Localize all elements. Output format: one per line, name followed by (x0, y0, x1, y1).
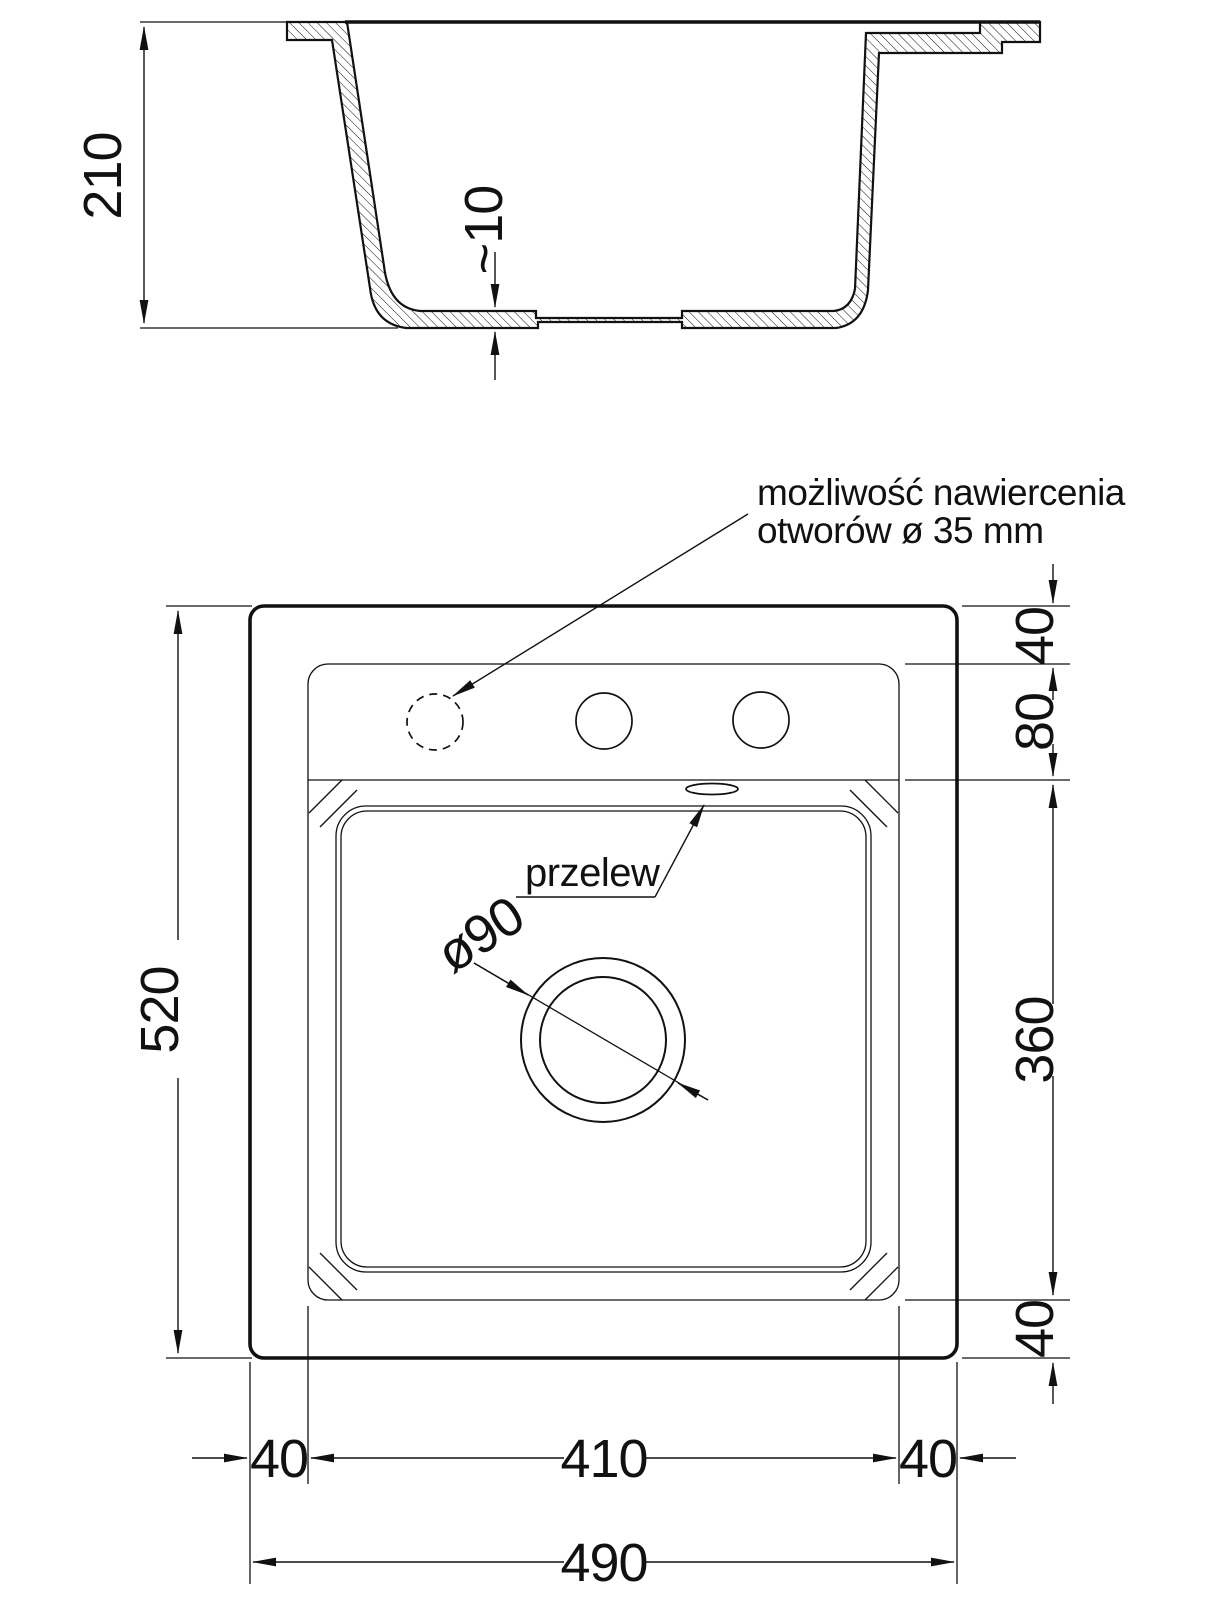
section-cut-profile (287, 22, 1040, 328)
dimension-520 (130, 606, 252, 1358)
dim-40-right-label: 40 (898, 1429, 958, 1489)
drain-inner-circle (540, 977, 666, 1103)
drill-note-line2: otworów ø 35 mm (757, 510, 1044, 551)
dim-360-label: 360 (1005, 996, 1065, 1084)
faucet-hole-right (733, 692, 789, 748)
overflow-annotation (516, 805, 704, 897)
bottom-dimension-rows (192, 1306, 1016, 1593)
sink-outer-outline (250, 606, 957, 1358)
optional-hole-dashed-circle (407, 694, 463, 750)
right-dimension-chain (905, 564, 1070, 1404)
section-view (73, 22, 1040, 380)
dim-80-label: 80 (1005, 692, 1065, 752)
dim-520-label: 520 (130, 966, 190, 1054)
faucet-hole-middle (576, 693, 632, 749)
drain (426, 885, 708, 1122)
drain-outer-circle (521, 958, 685, 1122)
dimension-10 (454, 186, 514, 380)
dim-210-label: 210 (73, 132, 133, 220)
dim-40-left-label: 40 (249, 1429, 309, 1489)
deck-and-bowl-outline (308, 664, 899, 1300)
dim-10-label: ~10 (454, 185, 514, 275)
dim-410-label: 410 (560, 1429, 648, 1489)
plan-view (130, 472, 1126, 1593)
dim-40-bottom-label: 40 (1005, 1299, 1065, 1359)
dim-40-top-label: 40 (1005, 606, 1065, 666)
overflow-label: przelew (525, 851, 660, 895)
drill-note-line1: możliwość nawiercenia (757, 472, 1125, 513)
faucet-holes (407, 692, 789, 750)
overflow-slot (686, 784, 738, 795)
drain-diameter-label: ø90 (426, 885, 535, 985)
dim-490-label: 490 (560, 1533, 648, 1593)
